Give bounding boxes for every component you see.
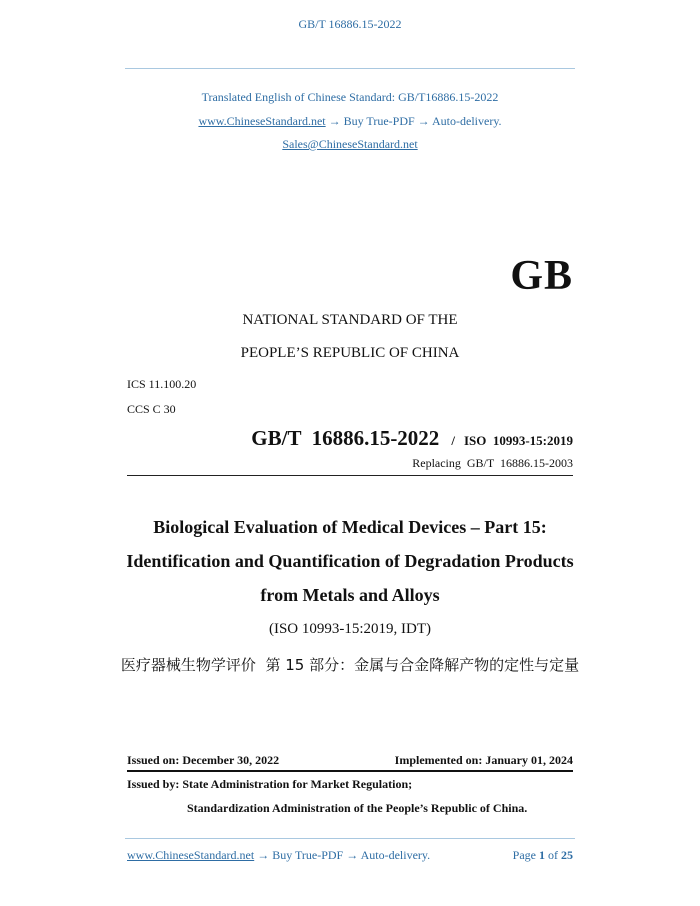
national-standard-line1: NATIONAL STANDARD OF THE (242, 312, 458, 328)
header-rule (125, 68, 575, 69)
running-header: GB/T 16886.15-2022 (298, 17, 402, 31)
email-line (0, 137, 700, 152)
of-word: of (548, 848, 558, 862)
page-total: 25 (561, 848, 573, 862)
page-word: Page (512, 848, 536, 862)
arrow-icon: → (257, 848, 270, 862)
promo-delivery-line (0, 114, 700, 129)
buy-text: Buy True-PDF (272, 848, 344, 862)
title-line-3: from Metals and Alloys (260, 585, 440, 605)
replacing-note: Replacing GB/T 16886.15-2003 (412, 456, 573, 470)
iso-number: ISO 10993-15:2019 (463, 433, 573, 448)
number-rule (127, 475, 573, 476)
footer-delivery-line (127, 848, 430, 863)
buy-text: Buy True-PDF (343, 114, 415, 128)
site-link[interactable]: www.ChineseStandard.net (198, 114, 326, 128)
footer-rule (125, 838, 575, 839)
arrow-icon: → (346, 848, 359, 862)
implemented-on: Implemented on: January 01, 2024 (394, 753, 573, 767)
issued-by-second: Standardization Administration of the People’s Republic of China. (187, 801, 528, 815)
issued-on: Issued on: December 30, 2022 (127, 753, 280, 767)
chinese-title: 医疗器械生物学评价 第 15 部分：金属与合金降解产物的定性与定量 (120, 656, 580, 674)
ics-code: ICS 11.100.20 (127, 377, 197, 391)
email-link[interactable]: Sales@ChineseStandard.net (282, 137, 418, 151)
iso-reference: (ISO 10993-15:2019, IDT) (268, 621, 432, 637)
arrow-icon: → (328, 114, 341, 128)
issue-rule (127, 770, 573, 772)
page-number: 1 (539, 848, 545, 862)
ccs-code: CCS C 30 (127, 402, 176, 416)
page-indicator (513, 848, 573, 863)
iso-separator: / (451, 433, 455, 448)
footer-site-link[interactable]: www.ChineseStandard.net (127, 848, 255, 862)
promo-line: Translated English of Chinese Standard: GB/T16886.15-2022 (201, 90, 499, 104)
title-line-2: Identification and Quantification of Degradation Products (126, 551, 574, 571)
auto-delivery-text: Auto-delivery. (432, 114, 502, 128)
standard-number-line (251, 426, 573, 451)
issued-by: Issued by: State Administration for Market Regulation; (127, 777, 413, 791)
auto-delivery-text: Auto-delivery. (360, 848, 431, 862)
title-line-1: Biological Evaluation of Medical Devices – Part 15: (153, 517, 547, 537)
arrow-icon: → (417, 114, 430, 128)
national-standard-line2: PEOPLE’S REPUBLIC OF CHINA (240, 345, 460, 361)
gb-mark: GB (510, 253, 573, 299)
standard-number: GB/T 16886.15-2022 (251, 426, 440, 450)
